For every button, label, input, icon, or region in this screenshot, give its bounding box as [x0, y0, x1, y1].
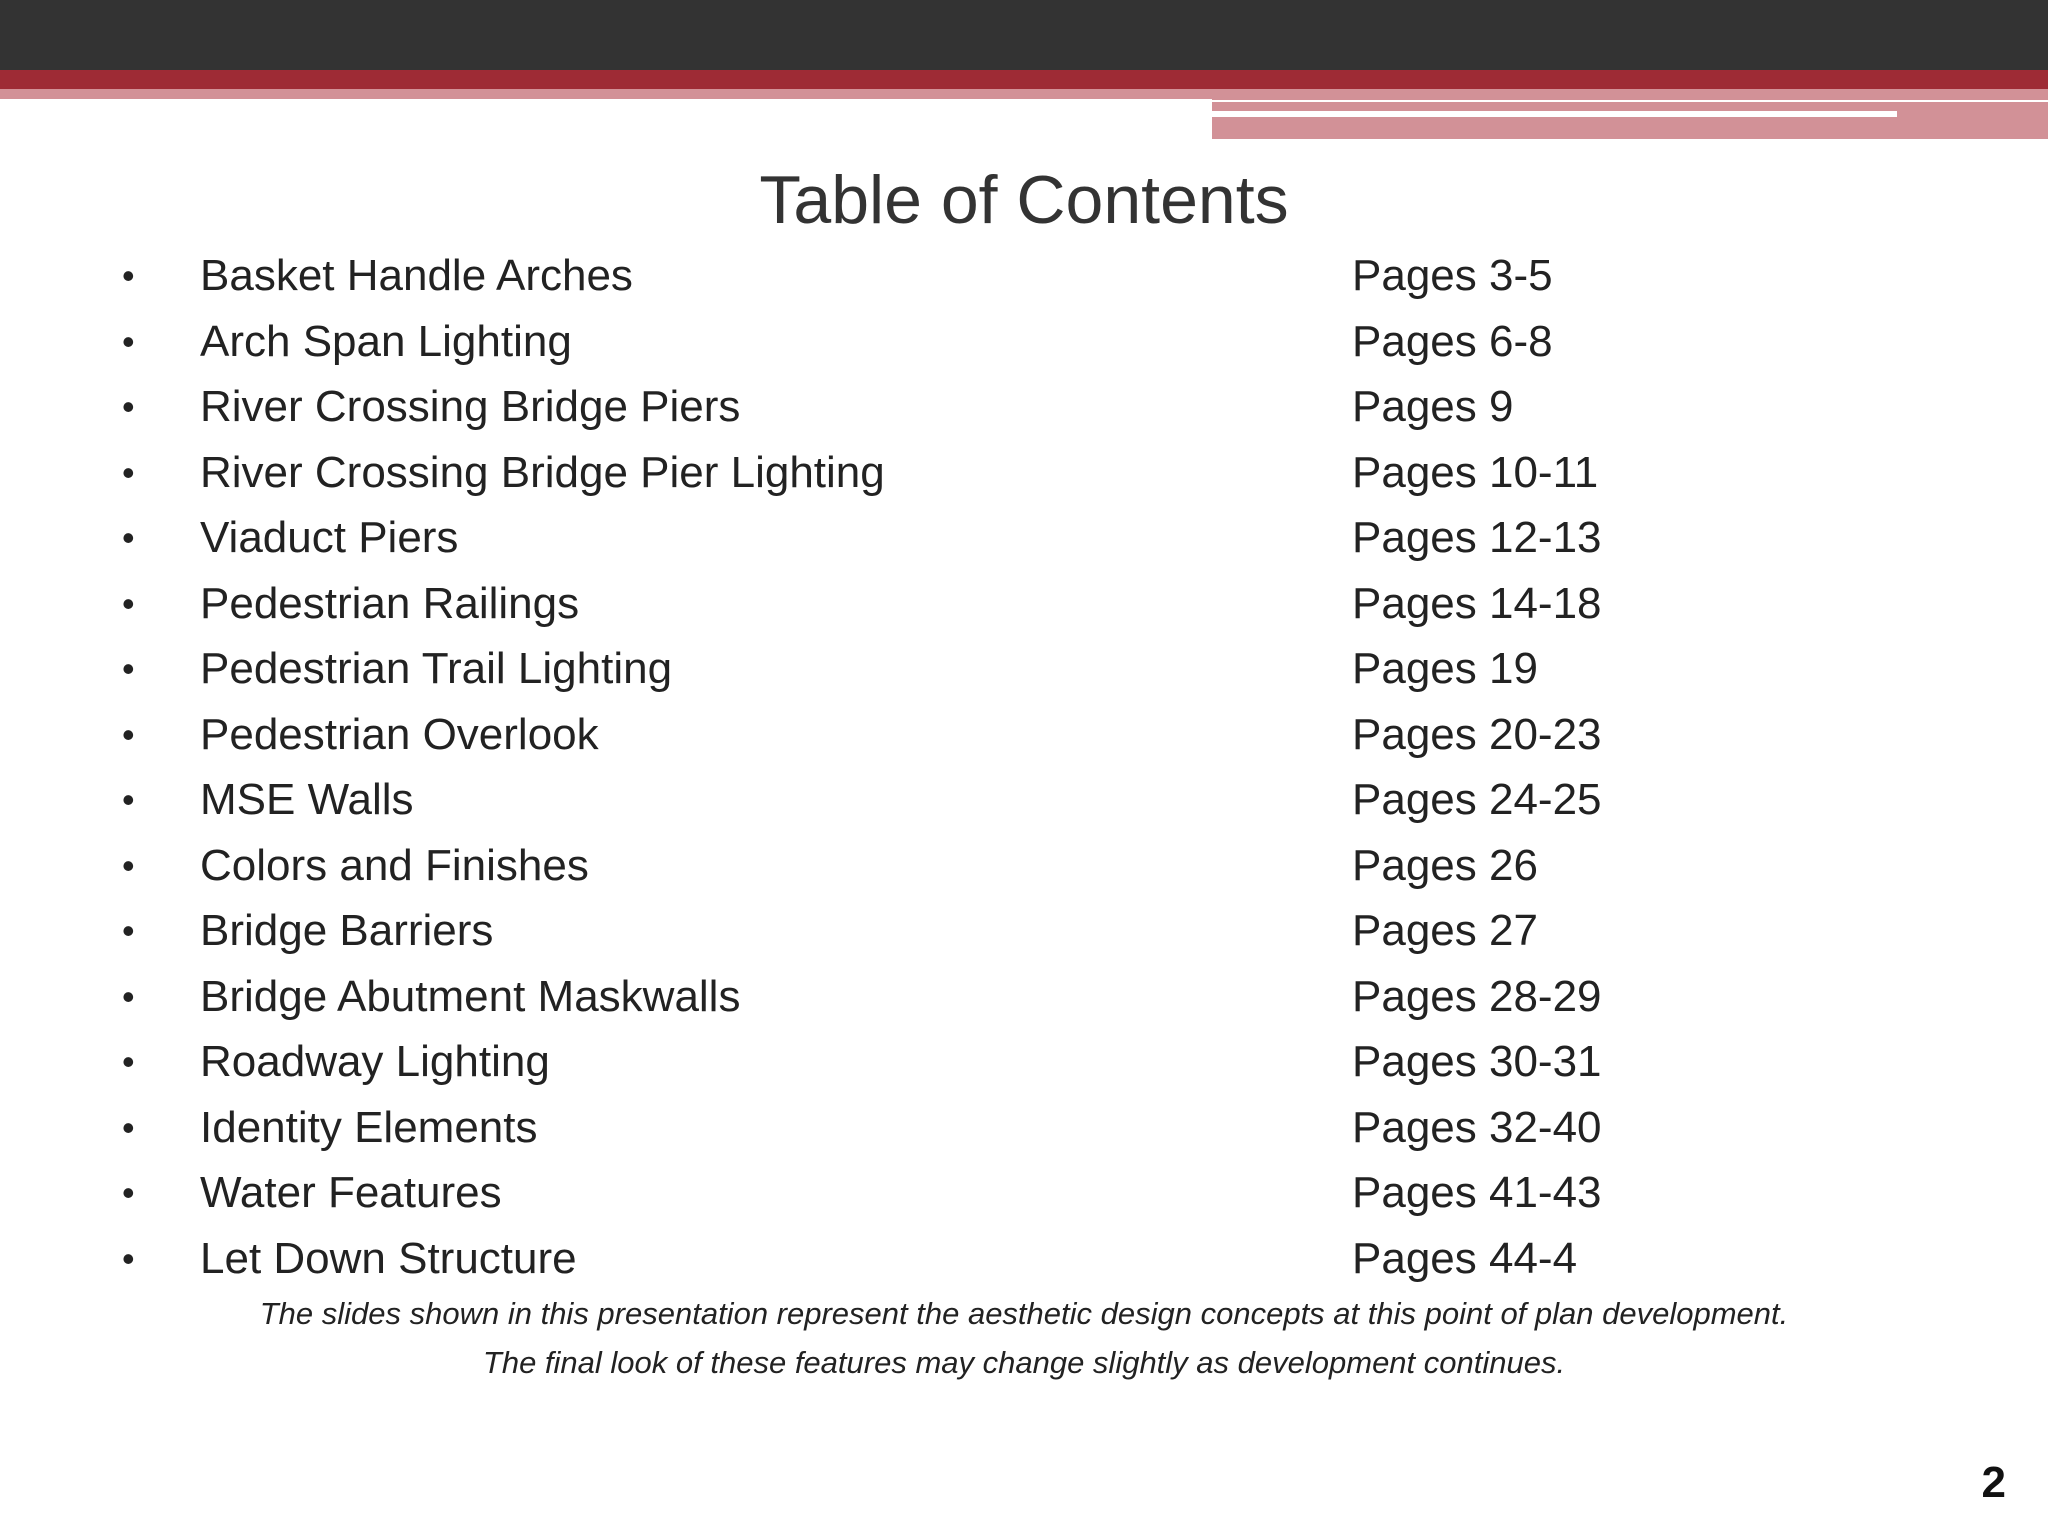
- toc-item-pages: Pages 41-43: [1352, 1168, 1602, 1217]
- toc-item-label: River Crossing Bridge Piers: [200, 382, 741, 431]
- toc-item-pages: Pages 19: [1352, 644, 1538, 693]
- toc-item-pages: Pages 30-31: [1352, 1037, 1602, 1086]
- list-item: [0, 704, 2048, 770]
- bullet: •: [122, 1041, 135, 1082]
- list-item: [0, 835, 2048, 901]
- toc-item-pages: Pages 9: [1352, 382, 1514, 431]
- bullet: •: [122, 910, 135, 951]
- list-item: [0, 573, 2048, 639]
- toc-item-label: River Crossing Bridge Pier Lighting: [200, 447, 885, 497]
- toc-item-label: Viaduct Piers: [200, 513, 459, 562]
- bullet: •: [122, 517, 135, 558]
- toc-item-label: Pedestrian Trail Lighting: [200, 644, 673, 693]
- toc-item-pages: Pages 24-25: [1352, 775, 1602, 824]
- toc-item-label: Basket Handle Arches: [200, 251, 633, 300]
- list-item: [0, 507, 2048, 573]
- toc-item-label: Let Down Structure: [200, 1233, 577, 1283]
- toc-item-label: Bridge Barriers: [200, 906, 494, 955]
- page-number: 2: [1981, 1458, 2006, 1507]
- toc-item-label: Pedestrian Overlook: [200, 709, 599, 759]
- bullet: •: [122, 582, 135, 624]
- header-dark-band: [0, 0, 2048, 70]
- bullet: •: [122, 975, 135, 1017]
- header-pink-block: [1212, 99, 2048, 139]
- bullet: •: [122, 255, 135, 296]
- toc-item-label: Arch Span Lighting: [200, 316, 572, 366]
- slide-title: Table of Contents: [759, 162, 1289, 238]
- toc-item-pages: Pages 3-5: [1352, 251, 1553, 300]
- toc-item-label: Water Features: [200, 1168, 502, 1217]
- bullet: •: [122, 1172, 135, 1213]
- list-item: [0, 769, 2048, 835]
- toc-item-label: Roadway Lighting: [200, 1037, 550, 1086]
- list-item: [0, 376, 2048, 442]
- bullet: •: [122, 451, 135, 493]
- toc-item-pages: Pages 12-13: [1352, 513, 1602, 562]
- toc-item-pages: Pages 14-18: [1352, 578, 1602, 628]
- list-item: [0, 1162, 2048, 1228]
- toc-item-label: Identity Elements: [200, 1102, 538, 1152]
- toc-item-label: MSE Walls: [200, 775, 414, 824]
- table-of-contents-list: [0, 245, 2048, 1293]
- toc-item-pages: Pages 26: [1352, 840, 1538, 890]
- header-red-band: [0, 70, 2048, 89]
- toc-item-pages: Pages 6-8: [1352, 316, 1553, 366]
- bullet: •: [122, 844, 135, 886]
- toc-item-pages: Pages 20-23: [1352, 709, 1602, 759]
- toc-item-pages: Pages 44-4: [1352, 1233, 1578, 1283]
- disclaimer-line-1: The slides shown in this presentation represent the aesthetic design concepts at this point of plan development.: [259, 1296, 1789, 1331]
- bullet: •: [122, 779, 135, 820]
- list-item: [0, 966, 2048, 1032]
- bullet: •: [122, 320, 135, 362]
- header-thin-line: [1212, 100, 2048, 102]
- list-item: [0, 245, 2048, 311]
- header-pink-band: [0, 89, 2048, 99]
- bullet: •: [122, 648, 135, 689]
- toc-item-pages: Pages 27: [1352, 906, 1538, 955]
- bullet: •: [122, 713, 135, 755]
- list-item: [0, 1097, 2048, 1163]
- list-item: [0, 1228, 2048, 1294]
- bullet: •: [122, 1106, 135, 1148]
- list-item: [0, 442, 2048, 508]
- toc-item-pages: Pages 28-29: [1352, 971, 1602, 1021]
- toc-item-pages: Pages 10-11: [1352, 447, 1599, 497]
- list-item: [0, 638, 2048, 704]
- toc-item-label: Pedestrian Railings: [200, 578, 580, 628]
- bullet: •: [122, 386, 135, 427]
- toc-item-label: Bridge Abutment Maskwalls: [200, 971, 741, 1021]
- list-item: [0, 900, 2048, 966]
- disclaimer-line-2: The final look of these features may change slightly as development continues.: [482, 1345, 1566, 1380]
- toc-item-label: Colors and Finishes: [200, 840, 589, 890]
- list-item: [0, 311, 2048, 377]
- bullet: •: [122, 1237, 135, 1279]
- list-item: [0, 1031, 2048, 1097]
- header-white-line: [1212, 111, 1897, 117]
- toc-item-pages: Pages 32-40: [1352, 1102, 1602, 1152]
